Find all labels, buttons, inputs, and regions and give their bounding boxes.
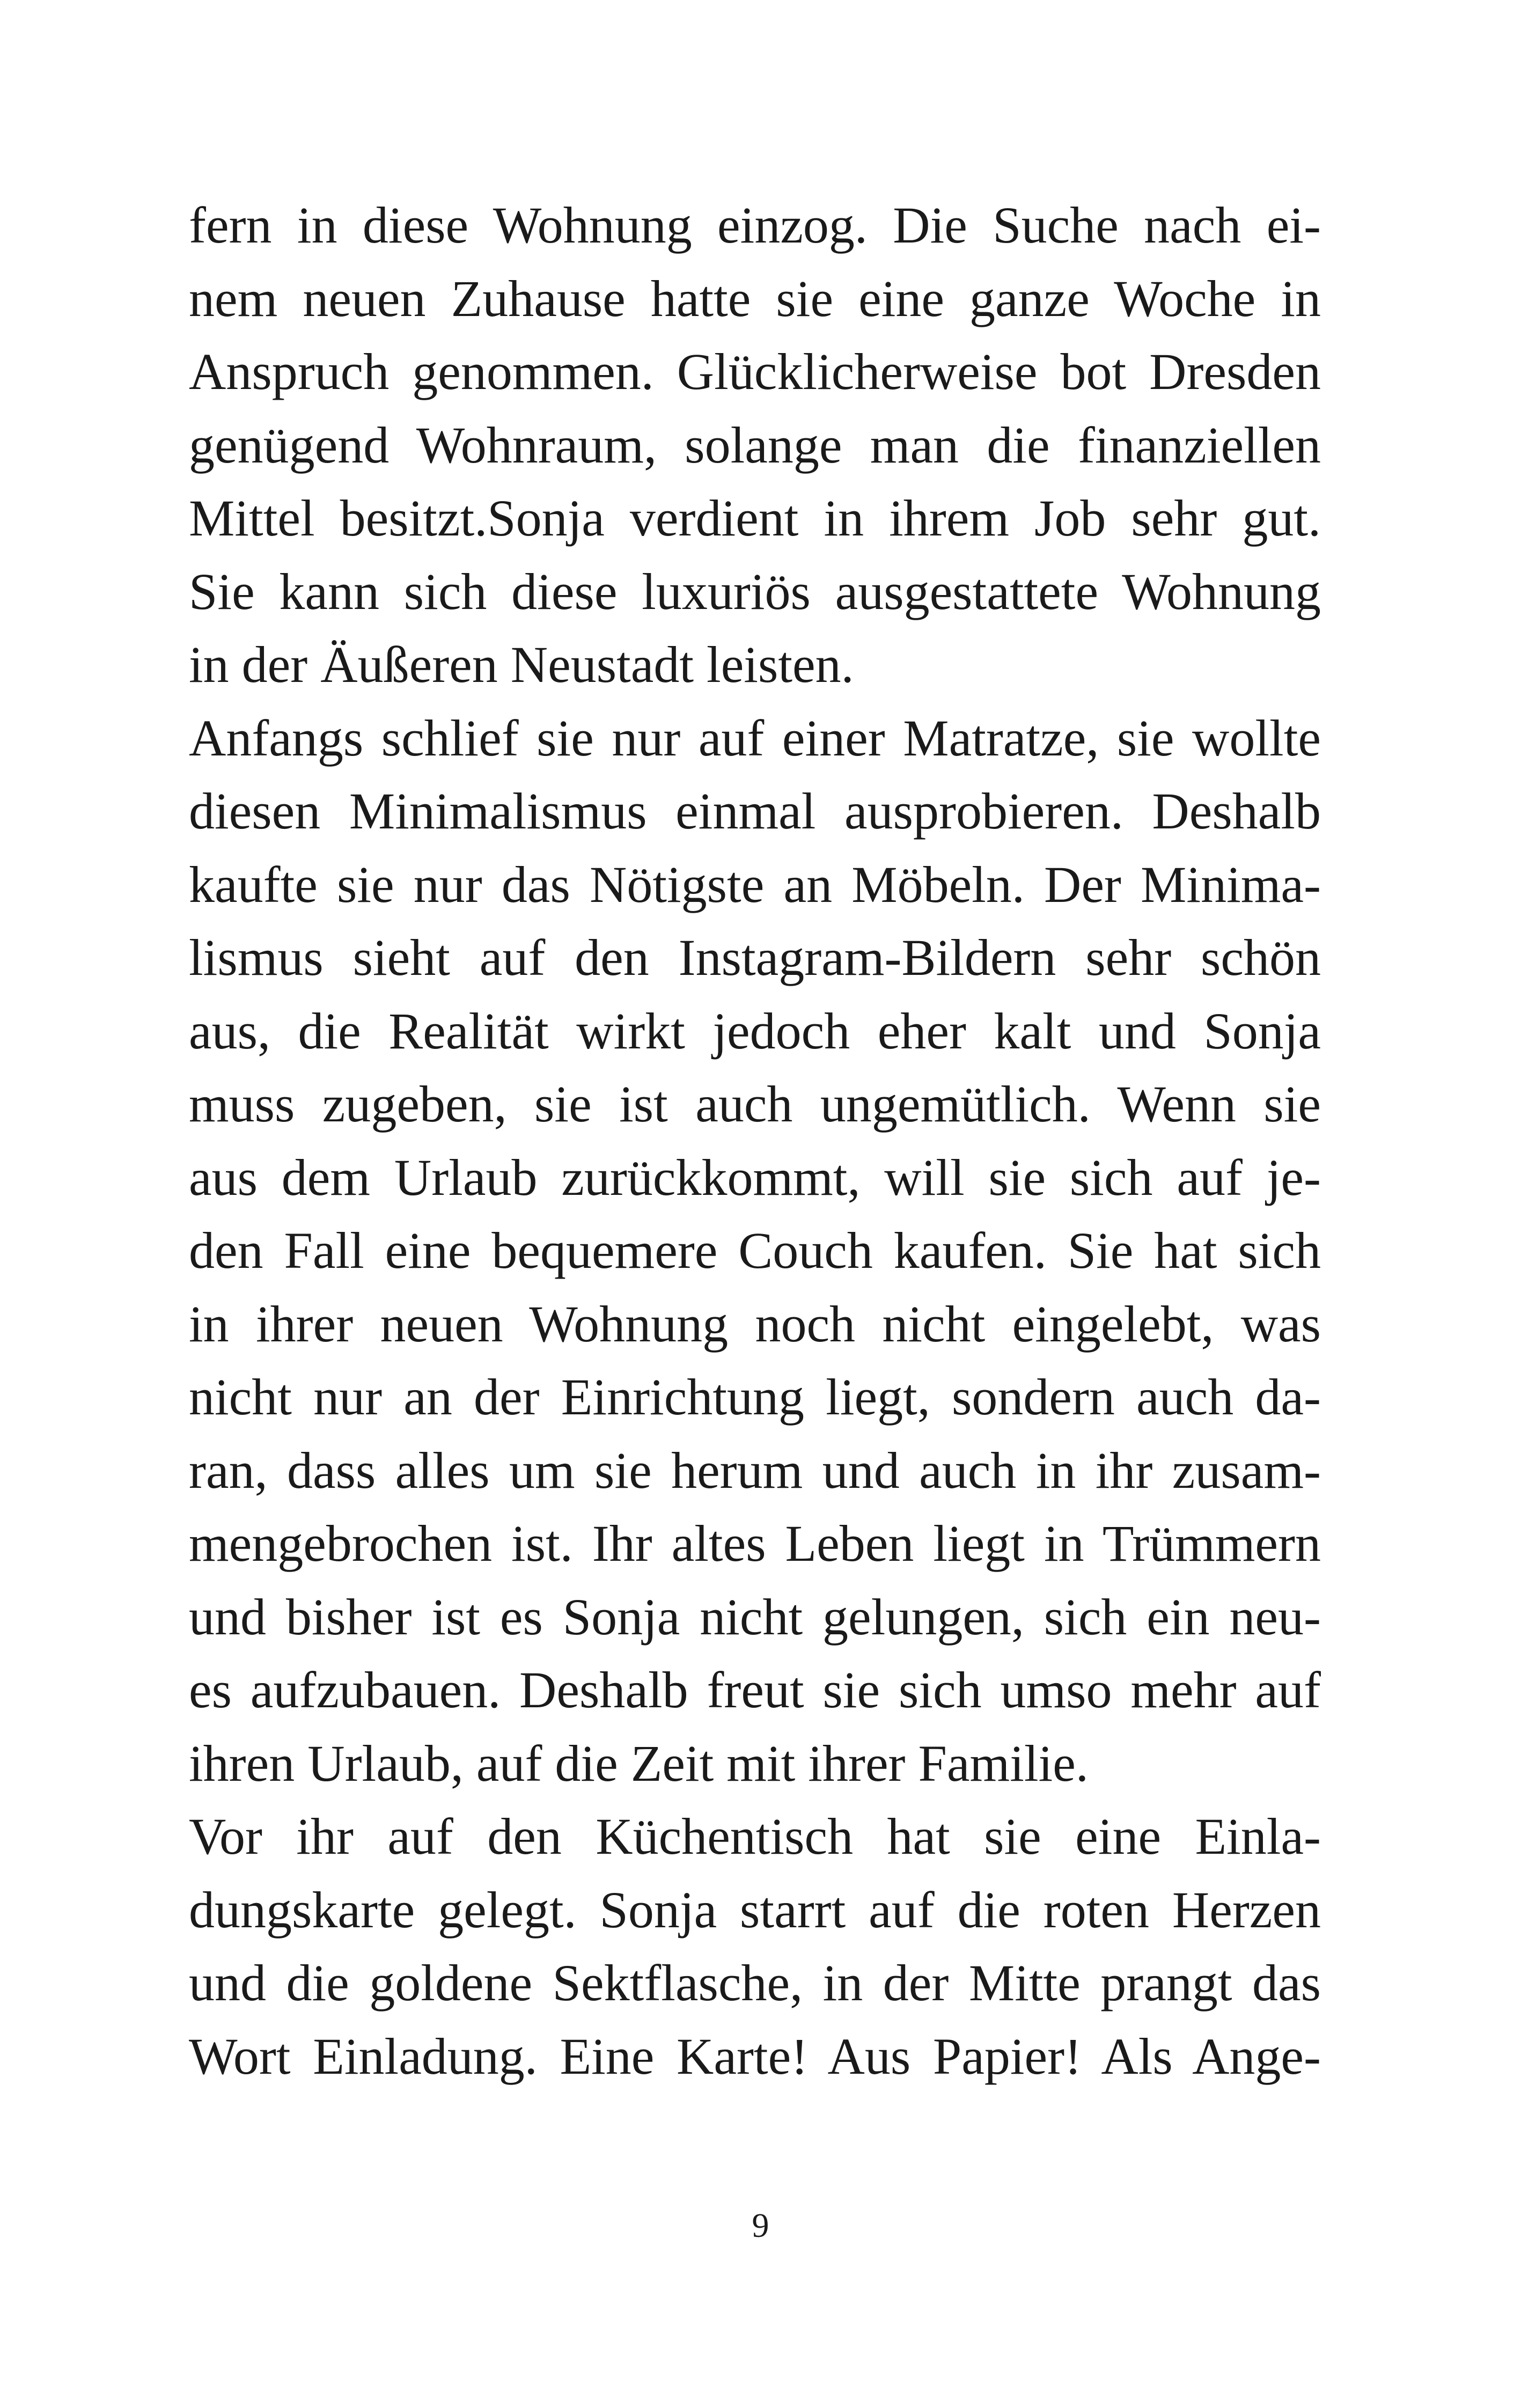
text-line: diesen Minimalismus einmal ausprobieren. Deshalb: [189, 782, 1321, 840]
text-line: ran, dass alles um sie herum und auch in ihr zusam-: [189, 1441, 1321, 1499]
text-line: Sie kann sich diese luxuriös ausgestattete Wohnung: [189, 562, 1321, 620]
text-line: Vor ihr auf den Küchentisch hat sie eine Einla-: [189, 1808, 1321, 1865]
text-line: und bisher ist es Sonja nicht gelungen, sich ein neu-: [189, 1588, 1321, 1646]
text-line: kaufte sie nur das Nötigste an Möbeln. Der Minima-: [189, 855, 1321, 913]
text-line: Anspruch genommen. Glücklicherweise bot Dresden: [189, 343, 1321, 400]
text-line: und die goldene Sektflasche, in der Mitte prangt das: [189, 1954, 1321, 2011]
text-line: in ihrer neuen Wohnung noch nicht eingelebt, was: [189, 1295, 1321, 1353]
text-line: genügend Wohnraum, solange man die finanziellen: [189, 416, 1321, 474]
text-line: den Fall eine bequemere Couch kaufen. Sie hat sich: [189, 1222, 1321, 1279]
text-line: mengebrochen ist. Ihr altes Leben liegt in Trümmern: [189, 1515, 1321, 1572]
text-line: Mittel besitzt.Sonja verdient in ihrem Job sehr gut.: [189, 489, 1321, 547]
paragraph-last-line: in der Äußeren Neustadt leisten.: [189, 636, 854, 693]
text-line: es aufzubauen. Deshalb freut sie sich umso mehr auf: [189, 1661, 1321, 1719]
text-line: lismus sieht auf den Instagram-Bildern sehr schön: [189, 929, 1321, 986]
body-text: [189, 189, 1321, 2093]
text-line: aus, die Realität wirkt jedoch eher kalt und Sonja: [189, 1002, 1321, 1060]
text-line: nem neuen Zuhause hatte sie eine ganze Woche in: [189, 269, 1321, 327]
paragraph-last-line: ihren Urlaub, auf die Zeit mit ihrer Familie.: [189, 1734, 1089, 1792]
page-number: 9: [752, 2206, 769, 2244]
text-line: Wort Einladung. Eine Karte! Aus Papier! Als Ange-: [189, 2027, 1321, 2085]
text-line: fern in diese Wohnung einzog. Die Suche nach ei-: [189, 196, 1321, 254]
text-line: muss zugeben, sie ist auch ungemütlich. Wenn sie: [189, 1075, 1321, 1133]
text-line: Anfangs schlief sie nur auf einer Matratze, sie wollte: [189, 709, 1321, 767]
text-line: aus dem Urlaub zurückkommt, will sie sich auf je-: [189, 1148, 1321, 1206]
text-line: nicht nur an der Einrichtung liegt, sondern auch da-: [189, 1368, 1321, 1426]
text-line: dungskarte gelegt. Sonja starrt auf die roten Herzen: [189, 1881, 1321, 1939]
